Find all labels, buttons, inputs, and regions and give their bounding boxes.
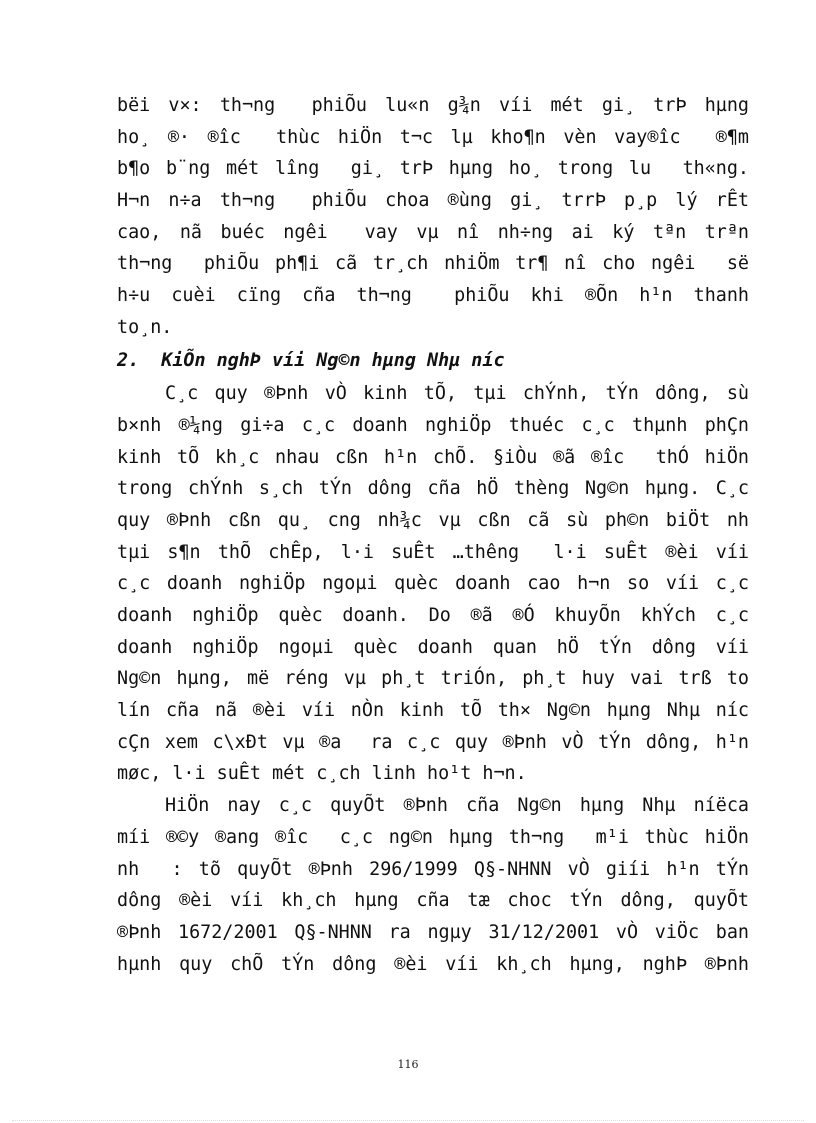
text-line: nh : tõ quyÕt ®Þnh 296/1999 Q§-NHNN vÒ giíi h¹n tÝn xyxy=(117,858,749,880)
text-line: lín cña nã ®èi víi nÒn kinh tÕ th× Ng©n hµng Nhµ níc xyxy=(117,700,749,722)
text-line: trong chÝnh s¸ch tÝn dông cña hÖ thèng Ng©n hµng. C¸c xyxy=(117,478,749,500)
text-line: míi ®©y ®ang ®îc c¸c ng©n hµng th¬ng m¹i thùc hiÖn xyxy=(117,826,749,848)
text-line: dông ®èi víi kh¸ch hµng cña tæ choc tÝn dông, quyÕt xyxy=(117,890,749,912)
text-line: cao, nã buéc ngêi vay vµ nî nh÷ng ai ký tªn trªn xyxy=(117,221,749,243)
text-line: b¶o b¨ng mét lîng gi¸ trÞ hµng ho¸ trong lu th«ng. xyxy=(117,158,749,180)
text-line: hµnh quy chÕ tÝn dông ®èi víi kh¸ch hµng, nghÞ ®Þnh xyxy=(117,953,749,975)
text-line: c¸c doanh nghiÖp ngoµi quèc doanh cao h¬n so víi c¸c xyxy=(117,573,749,595)
paragraph-2 xyxy=(117,378,749,790)
text-line: C¸c quy ®Þnh vÒ kinh tÕ, tµi chÝnh, tÝn dông, sù xyxy=(165,383,749,405)
text-line: H¬n n÷a th¬ng phiÕu choa ®ùng gi¸ trrÞ p¸p lý rÊt xyxy=(117,190,749,212)
text-line: ®Þnh 1672/2001 Q§-NHNN ra ngµy 31/12/2001 vÒ viÖc ban xyxy=(117,921,749,943)
text-line: b×nh ®¼ng gi÷a c¸c doanh nghiÖp thuéc c¸c thµnh phÇn xyxy=(117,414,749,436)
text-line: quy ®Þnh cßn qu¸ cng nh¾c vµ cßn cã sù ph©n biÖt nh xyxy=(117,509,749,531)
page-number: 116 xyxy=(397,1058,419,1071)
text-line: HiÖn nay c¸c quyÕt ®Þnh cña Ng©n hµng Nhµ níëca xyxy=(165,795,749,817)
text-line: kinh tÕ kh¸c nhau cßn h¹n chÕ. §iÒu ®ã ®îc thÓ hiÖn xyxy=(117,446,749,468)
text-line: cÇn xem c\xÐt vµ ®a ra c¸c quy ®Þnh vÒ tÝn dông, h¹n xyxy=(117,731,749,753)
text-line: Ng©n hµng, më réng vµ ph¸t triÓn, ph¸t huy vai trß to xyxy=(117,668,749,690)
text-line: ho¸ ®· ®îc thùc hiÖn t¬c lµ kho¶n vèn vay®îc ®¶m xyxy=(117,126,749,148)
body-text xyxy=(117,90,749,980)
text-line: bëi v×: th¬ng phiÕu lu«n g¾n víi mét gi¸ trÞ hµng xyxy=(117,95,749,116)
section-heading: 2. KiÕn nghÞ víi Ng©n hµng Nhµ níc xyxy=(117,349,505,371)
text-line: th¬ng phiÕu ph¶i cã tr¸ch nhiÖm tr¶ nî cho ngêi së xyxy=(117,253,749,275)
paragraph-3 xyxy=(117,790,749,980)
page-bottom-divider xyxy=(12,1120,804,1121)
paragraph-1 xyxy=(117,90,749,344)
text-line: tµi s¶n thÕ chÊp, l·i suÊt …thêng l·i suÊt ®èi víi xyxy=(117,541,749,563)
text-line: doanh nghiÖp quèc doanh. Do ®ã ®Ó khuyÕn khÝch c¸c xyxy=(117,605,749,626)
text-line: h÷u cuèi cïng cña th¬ng phiÕu khi ®Õn h¹n thanh xyxy=(117,285,749,307)
text-line: møc, l·i suÊt mét c¸ch linh ho¹t h¬n. xyxy=(117,763,527,785)
text-line: to¸n. xyxy=(117,316,173,338)
text-line: doanh nghiÖp ngoµi quèc doanh quan hÖ tÝn dông víi xyxy=(117,636,749,658)
